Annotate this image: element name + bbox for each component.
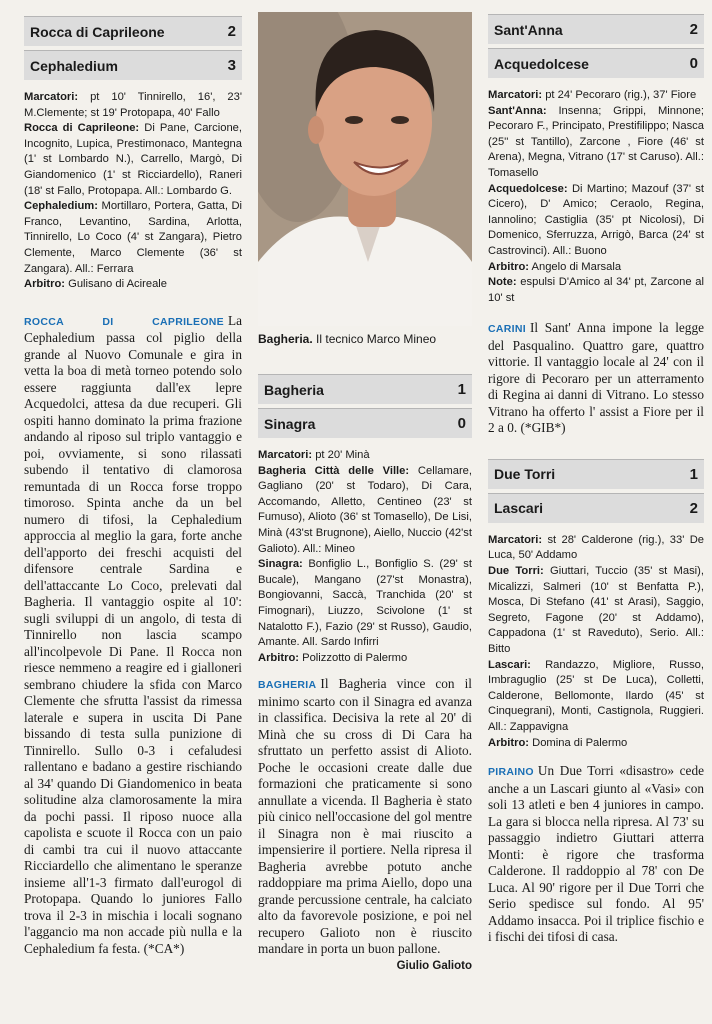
- team-score: 0: [689, 55, 698, 72]
- score-row-away: [258, 408, 472, 438]
- label: Note:: [488, 276, 517, 289]
- score-row-home: [258, 374, 472, 404]
- article: [488, 763, 704, 946]
- lineup: Bonfiglio L., Bonfiglio S. (29' st Bucale), Mangano (27'st Monastra), Bongiovanni, Saccà, Tranchida (20' st Fimognari), Liuzzo, Scivolone (1' st Natalotto F.), Fazio (29' st Russo), Gaudio, Amante. All. Sardo Infirri: [258, 558, 473, 649]
- article: [488, 320, 704, 437]
- coach-photo: [258, 12, 472, 326]
- referee: Angelo di Marsala: [531, 260, 622, 273]
- kicker: ROCCA DI CAPRILEONE: [24, 315, 224, 328]
- score-row-home: [488, 459, 704, 489]
- team-name: Bagheria: [264, 381, 324, 398]
- column-1: [24, 16, 242, 957]
- caption-place: Bagheria.: [258, 332, 313, 346]
- person-portrait-icon: [258, 12, 472, 326]
- label: Cephaledium:: [24, 200, 98, 213]
- team-score: 1: [457, 381, 466, 398]
- team-score: 2: [689, 499, 698, 517]
- team-score: 0: [457, 415, 466, 432]
- lineup: Cellamare, Gagliano (20' st Todaro), Di Cara, Accomando, Alletto, Centineo (23' st Fumuso), Alioto (36' st Tomasello), De Lisi, Minà (43'st Brugnone), Aiello, Nuccio (42'st Galioto). All.: Mineo: [258, 464, 473, 555]
- kicker: PIRAINO: [488, 766, 534, 779]
- article: [258, 676, 472, 958]
- team-name: Cephaledium: [30, 57, 118, 74]
- article-text: Il Bagheria vince con il minimo scarto con il Sinagra ed avanza in classifica. Decisiva la rete al 20' di Minà che su cross di Di Cara ha sfruttato un perfetto assist di Alioto. Poche le occasioni create dalle due formazioni che praticamente si sono annullate a vicenda. Il Bagheria è stato più cinico nell'occasione del gol mentre il Sinagra non è mai riuscito a impensierire il portiere. Nella ripresa il Bagheria avrebbe potuto anche raddoppiare ma prima Aiello, dopo una grande percussione centrale, ha calciato alto da favorevole posizione, e poi nel recupero Galioto non è riuscito mandare in porta un buon pallone.: [258, 676, 472, 957]
- article: [24, 313, 242, 958]
- label: Arbitro:: [24, 278, 66, 291]
- score-row-home: [24, 16, 242, 46]
- article-text: Il Sant' Anna impone la legge del Pasqualino. Quattro gare, quattro vittorie. Il vantaggio locale al 24' con il rigore di Pecoraro per un atterramento di Regina ai danni di Vitrano. Lo stesso Vitrano ha offerto l' assist a Fiore per il 2 a 0. (*GIB*): [488, 320, 704, 436]
- scorers: st 28' Calderone (rig.), 33' De Luca, 50' Addamo: [488, 533, 704, 562]
- referee: Polizzotto di Palermo: [302, 651, 408, 664]
- team-score: 2: [227, 23, 236, 40]
- team-name: Due Torri: [494, 466, 556, 483]
- scorers: pt 24' Pecoraro (rig.), 37' Fiore: [545, 89, 697, 101]
- article-text: Un Due Torri «disastro» cede anche a un Lascari giunto al «Vasi» con soli 13 atleti e ben 4 juniores in campo. La gara si blocca nella ripresa. Al 73' su passaggio indietro Giuttari atterra Monti: è rigore che trasforma Calderone. Il raddoppio al 78' con De Luca. Al 90' rigore per il Due Torri che Serio spedisce sul fondo. Al 95' Addamo insacca. Poi il triplice fischio e i fischi dei tifosi di casa.: [488, 763, 704, 945]
- team-name: Rocca di Caprileone: [30, 23, 165, 40]
- lineup: Di Martino; Mazouf (37' st Cicero), D' Amico; Ceraolo, Regina, Iannolino; Castiglia (35' pt Nicolosi), Di Domenico, Sferruzza, Arrigò, Barca (24' st Castrovinci). All.: Buono: [488, 182, 705, 257]
- label: Arbitro:: [488, 260, 530, 273]
- article-text: La Cephaledium passa col piglio della grande al Nuovo Comunale e gira in vetta la boa di metà torneo potendo solo essere raggiunta dall'ex lepre Acquedolci, attesa da due recuperi. Gli ospiti hanno dominato la prima frazione andando al riposo sul triplo vantaggio e poi, ovviamente, si sono rilassati subendo il tentativo di clamorosa remuntada di un Rocca forse troppo timoroso. Spinta anche da un bel numero di tifosi, la Cephaledium approccia al meglio la gara, forte anche dell'apporto dei freschi acquisti del difensore centrale Sardina e dell'attaccante Lo Coco, prelevati dal Bagheria. Il vantaggio ospite al 10': sugli sviluppi di un angolo, di testa di Tinnirello non lascia scampo all'incolpevole Di Pane. Il Rocca non riesce nemmeno a reagire ed i gialloneri sembrano chiudere la sfida con Marco Clemente che sfrutta l'assist da rimessa laterale e supera in uscita Di Pane bissando di testa sulla punizione di Tinnirello. Sullo 0-3 i cefaludesi rallentano e badano a gestire rischiando al 34' quando Di Giandomenico in beata solitudine alza clamorosamente la mira da pochi passi. Il riposo nuoce alla capolista e scuote il Rocca con un paio di cambi tra cui il nuovo attaccante Ricciardello che alimentano le speranze insieme all'1-3 firmato dall'eurogol di Protopapa. Quando lo juniores Fallo trova il 2-3 in mischia i locali sognano l'aggancio ma non accade più nulla e la Cephaledium fa festa. (*CA*): [24, 312, 242, 956]
- label: Sant'Anna:: [488, 104, 547, 117]
- caption-text: Il tecnico Marco Mineo: [316, 332, 437, 346]
- label: Arbitro:: [488, 736, 530, 749]
- match-report: [258, 448, 472, 666]
- scorers: pt 20' Minà: [315, 449, 370, 461]
- lineup: Di Pane, Carcione, Incognito, Lupica, Prestimonaco, Mantegna (1' st Lombardo N.), Carrello, Margò, Di Giandomenico (1' st Ricciardello), Raneri (18' st Fallo, Protopapa. All.: Lombardo G.: [24, 122, 243, 197]
- scorers: pt 10' Tinnirello, 16', 23' M.Clemente; st 19' Protopapa, 40' Fallo: [24, 91, 242, 119]
- label: Marcatori:: [24, 91, 79, 103]
- column-2: [258, 374, 472, 972]
- label: Due Torri:: [488, 565, 544, 577]
- score-row-away: [488, 493, 704, 523]
- label: Acquedolcese:: [488, 182, 568, 195]
- match4-block: [488, 459, 704, 946]
- score-row-away: [488, 48, 704, 78]
- byline: Giulio Galioto: [396, 959, 472, 972]
- label: Bagheria Città delle Ville:: [258, 464, 410, 477]
- referee: Gulisano di Acireale: [68, 278, 168, 291]
- photo-caption: [258, 332, 472, 346]
- team-name: Lascari: [494, 500, 544, 517]
- score-row-away: [24, 50, 242, 80]
- team-score: 2: [689, 21, 698, 38]
- referee: Domina di Palermo: [532, 736, 628, 749]
- label: Sinagra:: [258, 558, 303, 571]
- team-score: 1: [689, 465, 698, 483]
- column-3: [488, 14, 704, 946]
- match-report: [24, 90, 242, 293]
- label: Rocca di Caprileone:: [24, 122, 140, 135]
- kicker: CARINI: [488, 323, 526, 336]
- notes: espulsi D'Amico al 34' pt, Zarcone al 10' st: [488, 276, 704, 304]
- label: Marcatori:: [258, 449, 313, 461]
- lineup: Giuttari, Tuccio (35' st Masi), Micalizzi, Salmeri (10' st Benfatta P.), Mosca, Di Stefano (41' st Arasi), Saggio, Segreto, Fagone (20' st Addamo), Cappadona (1' st Raveduto), Serio. All.: Bitto: [488, 565, 704, 655]
- label: Arbitro:: [258, 651, 300, 664]
- match-report: [488, 88, 704, 306]
- match-report: [488, 533, 704, 751]
- team-name: Sinagra: [264, 415, 316, 432]
- label: Marcatori:: [488, 533, 543, 546]
- lineup: Randazzo, Migliore, Russo, Imbraguglio (25' st De Luca), Colletti, Calderone, Bellomonte, Ilardo (45' st Cinquegrani), Monti, Castignola, Ruggieri. All.: Zappavigna: [488, 658, 705, 733]
- score-row-home: [488, 14, 704, 44]
- team-name: Sant'Anna: [494, 21, 563, 38]
- label: Marcatori:: [488, 89, 543, 101]
- lineup: Mortillaro, Portera, Gatta, Di Franco, Levantino, Sardina, Arlotta, Tinnirello, Lo Coco (4' st Zangara), Pietro Clemente, Marco Clemente (36' st Zangara). All.: Ferrara: [24, 200, 243, 275]
- kicker: BAGHERIA: [258, 679, 317, 692]
- label: Lascari:: [488, 658, 531, 671]
- lineup: Insenna; Grippi, Minnone; Pecoraro F., Principato, Prestifilippo; Nasca (25'' st Tantillo), Zarcone , Fiore (46' st Arena), Megna, Vitrano (17' st Caruso). All.: Tomasello: [488, 104, 704, 179]
- team-score: 3: [227, 57, 236, 74]
- team-name: Acquedolcese: [494, 55, 589, 72]
